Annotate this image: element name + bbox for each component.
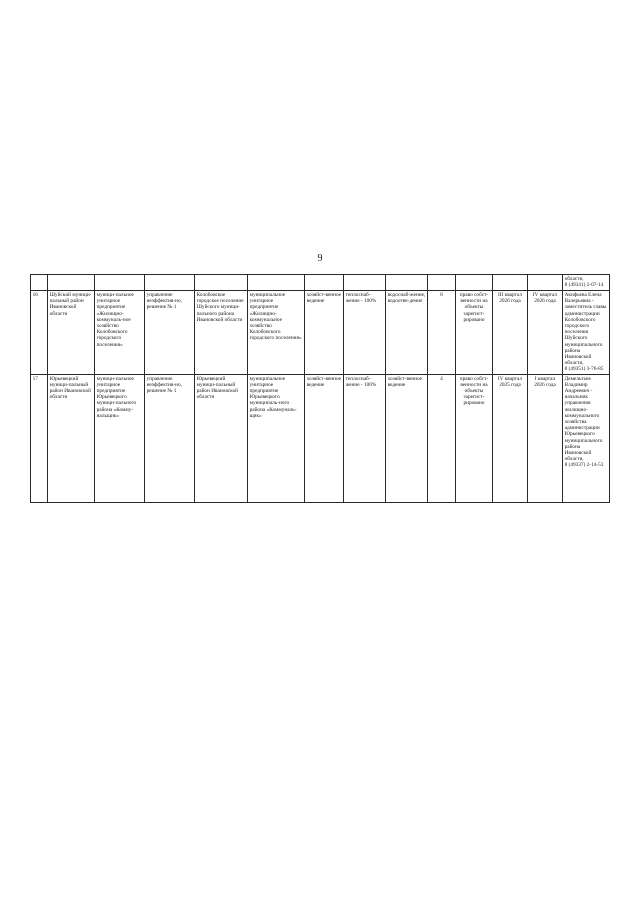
continuation-row bbox=[31, 275, 610, 291]
registry-table bbox=[30, 274, 610, 503]
rights-cell: право собст-венности на объекты зарегист-рировано bbox=[456, 374, 493, 502]
table-row bbox=[31, 291, 610, 375]
contact-text: Акифьева Елена Валерьевна - заместитель главы администрации Колобовского городского поселения Шуйского муниципального района Ивановской области, 8 (49351) 3-76-85 bbox=[564, 292, 607, 373]
table-cell bbox=[145, 275, 195, 291]
start-cell: III квартал 2026 года bbox=[493, 291, 528, 375]
district-cell: Юрьевецкий муници-пальный район Ивановской области bbox=[48, 374, 95, 502]
contact-cell bbox=[563, 275, 610, 291]
organization-cell: муници-пальное унитарное предприятие Юрьевецкого муници-пального района «Комму-нальщик» bbox=[95, 374, 145, 502]
basis-cell: управление неэффектив-но, решение № 1 bbox=[145, 291, 195, 375]
contact-text: Демельтьев Владимир Андреевич - начальник управления жилищно-коммунального хозяйства администрации Юрьевецкого муниципального района Ивановской области, 8 (49337) 2-14-53 bbox=[564, 375, 604, 469]
table-cell bbox=[248, 275, 305, 291]
end-cell: IV квартал 2026 года bbox=[528, 291, 563, 375]
share-cell: теплоснаб-жение - 100% bbox=[344, 291, 386, 375]
table-cell bbox=[95, 275, 145, 291]
table-cell bbox=[528, 275, 563, 291]
end-cell: I квартал 2026 года bbox=[528, 374, 563, 502]
table-cell bbox=[305, 275, 344, 291]
row-number-cell: 16 bbox=[31, 291, 48, 375]
table-cell bbox=[344, 275, 386, 291]
row-number-cell: 17 bbox=[31, 374, 48, 502]
table-cell bbox=[386, 275, 428, 291]
resources-cell: водоснаб-жение, водоотве-дение bbox=[386, 291, 428, 375]
table-cell bbox=[456, 275, 493, 291]
contact-text: области, 8 (49341) 2-07-14 bbox=[564, 276, 604, 289]
table-cell bbox=[195, 275, 248, 291]
table-cell bbox=[31, 275, 48, 291]
owner-cell: Колобовское городское поселение Шуйского муници-пального района Ивановской области bbox=[195, 291, 248, 375]
contact-cell bbox=[563, 374, 610, 502]
activity-type-cell: хозяйст-венное ведение bbox=[305, 374, 344, 502]
contact-cell bbox=[563, 291, 610, 375]
page-number: 9 bbox=[317, 253, 323, 264]
start-cell: IV квартал 2025 года bbox=[493, 374, 528, 502]
rights-cell: право собст-венности на объекты зарегист-рировано bbox=[456, 291, 493, 375]
owner-cell: Юрьевецкий муници-пальный район Ивановской области bbox=[195, 374, 248, 502]
table-cell bbox=[493, 275, 528, 291]
district-cell: Шуйский муници-пальный район Ивановской области bbox=[48, 291, 95, 375]
new-organization-cell: муниципальное унитарное предприятие Юрьевецкого муниципаль-ного района «Коммуналь-щик» bbox=[248, 374, 305, 502]
table-cell bbox=[48, 275, 95, 291]
count-cell: 8 bbox=[428, 291, 456, 375]
table-cell bbox=[428, 275, 456, 291]
resources-cell: хозяйст-венное ведение bbox=[386, 374, 428, 502]
organization-cell: муници-пальное унитарное предприятие «Жилищно-коммуналь-ное хозяйство Колобовского городского поселения» bbox=[95, 291, 145, 375]
table-row bbox=[31, 374, 610, 502]
activity-type-cell: хозяйст-венное ведение bbox=[305, 291, 344, 375]
count-cell: 4 bbox=[428, 374, 456, 502]
new-organization-cell: муниципальное унитарное предприятие «Жилищно-коммунальное хозяйство Колобовского городского поселения» bbox=[248, 291, 305, 375]
basis-cell: управление неэффектив-но, решение № 1 bbox=[145, 374, 195, 502]
share-cell: теплоснаб-жение - 100% bbox=[344, 374, 386, 502]
